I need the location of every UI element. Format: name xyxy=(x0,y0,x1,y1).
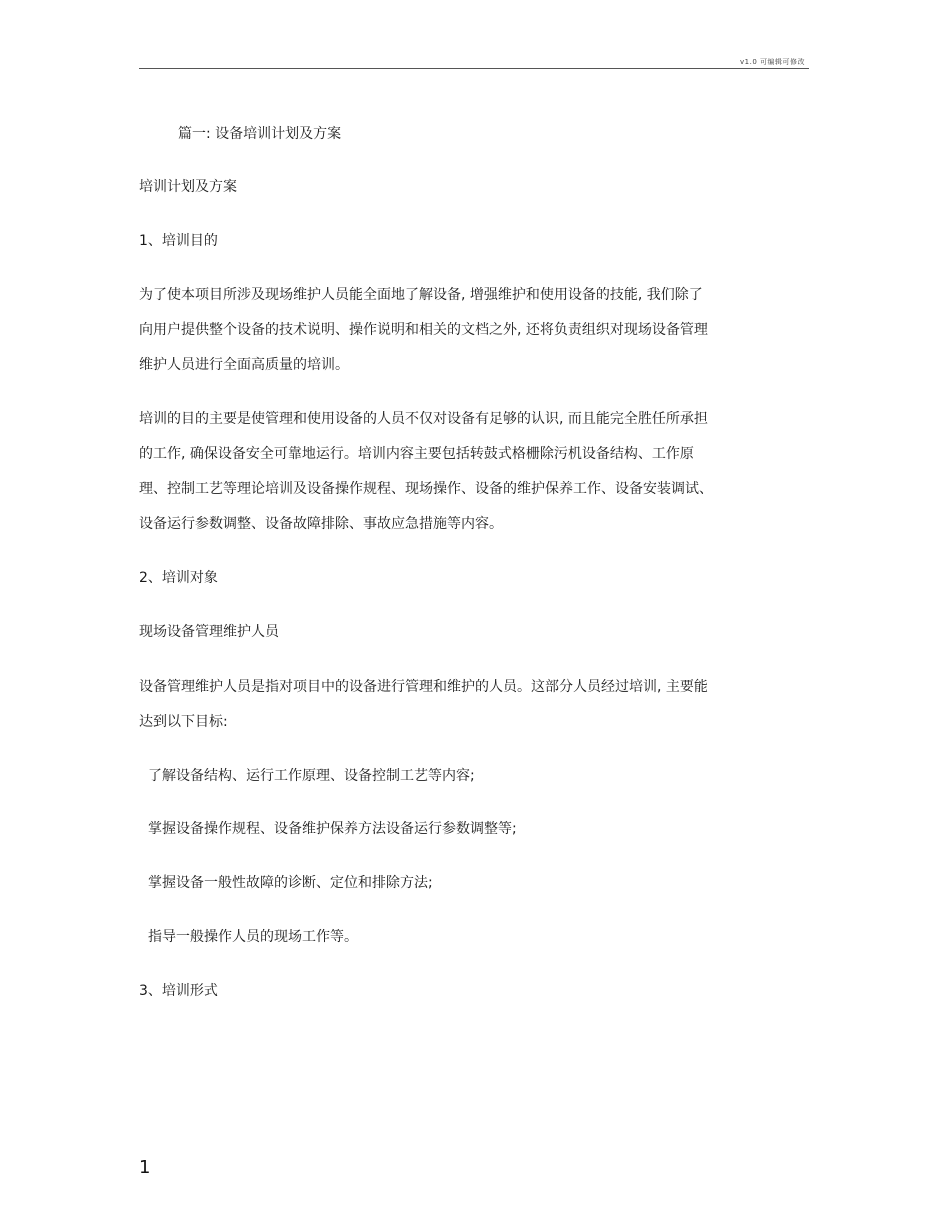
goal-item-3: 掌握设备一般性故障的诊断、定位和排除方法; xyxy=(148,875,433,891)
para-1-line-1: 为了使本项目所涉及现场维护人员能全面地了解设备, 增强维护和使用设备的技能, 我们除了 xyxy=(139,287,703,303)
section-2-heading: 2、培训对象 xyxy=(139,570,218,586)
section-1-heading: 1、培训目的 xyxy=(139,233,218,249)
goal-item-4: 指导一般操作人员的现场工作等。 xyxy=(148,929,358,945)
para-2-line-4: 设备运行参数调整、设备故障排除、事故应急措施等内容。 xyxy=(139,516,503,532)
page-number: 1 xyxy=(139,1157,151,1178)
para-3-line-2: 达到以下目标: xyxy=(139,714,228,730)
section-3-heading: 3、培训形式 xyxy=(139,983,218,999)
goal-item-1: 了解设备结构、运行工作原理、设备控制工艺等内容; xyxy=(148,768,475,784)
main-heading: 培训计划及方案 xyxy=(139,179,237,195)
goal-item-2: 掌握设备操作规程、设备维护保养方法设备运行参数调整等; xyxy=(148,821,517,837)
para-2-line-3: 理、控制工艺等理论培训及设备操作规程、现场操作、设备的维护保养工作、设备安装调试、 xyxy=(139,481,713,497)
target-heading: 现场设备管理维护人员 xyxy=(139,624,279,640)
header-version-label: v1.0 可编辑可修改 xyxy=(740,58,805,66)
para-2-line-2: 的工作, 确保设备安全可靠地运行。培训内容主要包括转鼓式格栅除污机设备结构、工作原 xyxy=(139,446,694,462)
document-title: 篇一: 设备培训计划及方案 xyxy=(178,126,342,142)
para-2-line-1: 培训的目的主要是使管理和使用设备的人员不仅对设备有足够的认识, 而且能完全胜任所承担 xyxy=(139,411,708,427)
header-divider xyxy=(139,68,809,69)
para-1-line-3: 维护人员进行全面高质量的培训。 xyxy=(139,357,349,373)
para-3-line-1: 设备管理维护人员是指对项目中的设备进行管理和维护的人员。这部分人员经过培训, 主要能 xyxy=(139,679,708,695)
para-1-line-2: 向用户提供整个设备的技术说明、操作说明和相关的文档之外, 还将负责组织对现场设备管理 xyxy=(139,322,708,338)
